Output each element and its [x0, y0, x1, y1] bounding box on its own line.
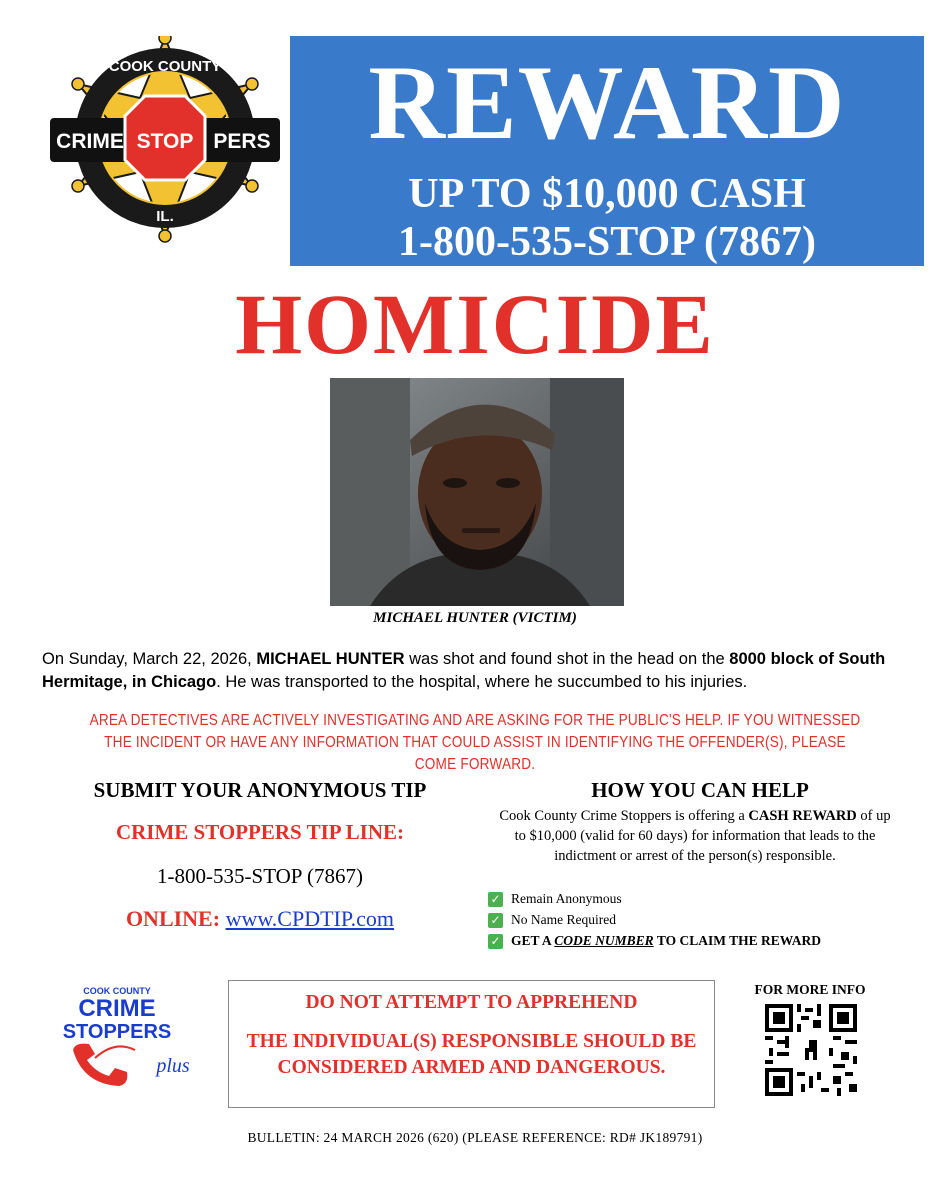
- checklist-text: Remain Anonymous: [511, 891, 622, 906]
- logo-left-text: CRIME: [56, 130, 124, 153]
- checklist-item: [488, 910, 616, 930]
- reward-title: REWARD: [368, 44, 846, 161]
- code-number-text: CODE NUMBER: [554, 933, 654, 948]
- check3-text-2: TO CLAIM THE REWARD: [653, 933, 821, 948]
- tipline-phone[interactable]: 1-800-535-STOP (7867): [157, 864, 363, 888]
- warning-line-1: DO NOT ATTEMPT TO APPREHEND: [305, 992, 638, 1013]
- victim-photo: [330, 378, 624, 606]
- headline: HOMICIDE: [235, 276, 715, 372]
- help-body-2: of up to $10,000 (valid for 60 days) for information that leads to the indictment or arrest of the person(s) responsible.: [514, 808, 891, 864]
- logo-top-text: COOK COUNTY: [108, 58, 222, 75]
- qr-code-icon[interactable]: [765, 1004, 857, 1096]
- logo-bottom-text: IL.: [156, 208, 174, 225]
- warning-line-2: THE INDIVIDUAL(S) RESPONSIBLE SHOULD BE CONSIDERED ARMED AND DANGEROUS.: [246, 1031, 697, 1078]
- checklist-text: No Name Required: [511, 912, 616, 927]
- logo-right-text: PERS: [213, 130, 271, 153]
- online-tip: [40, 906, 480, 932]
- check3-text-1: GET A: [511, 933, 555, 948]
- help-body-1: Cook County Crime Stoppers is offering a: [499, 808, 749, 824]
- small-logo-line1: CRIME: [78, 995, 156, 1022]
- more-info-label: FOR MORE INFO: [754, 982, 866, 997]
- checklist-text: [511, 932, 821, 950]
- help-title: HOW YOU CAN HELP: [591, 778, 809, 802]
- small-logo-script: plus: [156, 1055, 190, 1077]
- logo-center-text: STOP: [136, 130, 194, 153]
- small-logo-line2: STOPPERS: [62, 1021, 172, 1043]
- online-label: ONLINE:: [125, 906, 221, 931]
- reward-amount: UP TO $10,000 CASH: [408, 171, 806, 217]
- victim-caption: MICHAEL HUNTER (VICTIM): [373, 610, 577, 626]
- warning-box: [228, 980, 715, 1108]
- summary-victim-name: MICHAEL HUNTER: [256, 650, 405, 668]
- summary-text-3: . He was transported to the hospital, where he succumbed to his injuries.: [216, 673, 748, 691]
- incident-summary: [42, 648, 912, 694]
- crime-stoppers-badge-logo: [40, 36, 290, 251]
- checklist-item: [488, 889, 622, 909]
- reward-phone[interactable]: 1-800-535-STOP (7867): [397, 219, 817, 265]
- summary-text-2: was shot and found shot in the head on the: [404, 650, 730, 668]
- summary-location: 8000 block of South Hermitage, in Chicago: [42, 650, 886, 691]
- help-cash-reward: CASH REWARD: [748, 808, 857, 824]
- checkmark-icon: ✓: [488, 892, 503, 907]
- checkmark-icon: ✓: [488, 934, 503, 949]
- detectives-appeal: AREA DETECTIVES ARE ACTIVELY INVESTIGATING AND ARE ASKING FOR THE PUBLIC'S HELP. IF YOU WITNESSED THE INCIDENT OR HAVE ANY INFORMATION THAT COULD ASSIST IN IDENTIFYING THE OFFENDER(S), PLEASE COME FORWARD.: [89, 712, 861, 773]
- reward-banner: [290, 36, 924, 266]
- small-logo-top-text: COOK COUNTY: [83, 986, 151, 996]
- crime-stoppers-phone-logo: [55, 980, 215, 1090]
- cpdtip-link[interactable]: www.CPDTIP.com: [225, 906, 395, 931]
- help-body: [495, 806, 895, 866]
- checkmark-icon: ✓: [488, 913, 503, 928]
- summary-text-1: On Sunday, March 22, 2026,: [42, 650, 257, 668]
- bulletin-reference: BULLETIN: 24 MARCH 2026 (620) (PLEASE REFERENCE: RD# JK189791): [247, 1130, 703, 1145]
- submit-tip-title: SUBMIT YOUR ANONYMOUS TIP: [93, 778, 427, 802]
- checklist-item: [488, 931, 821, 951]
- tipline-label: CRIME STOPPERS TIP LINE:: [115, 820, 405, 844]
